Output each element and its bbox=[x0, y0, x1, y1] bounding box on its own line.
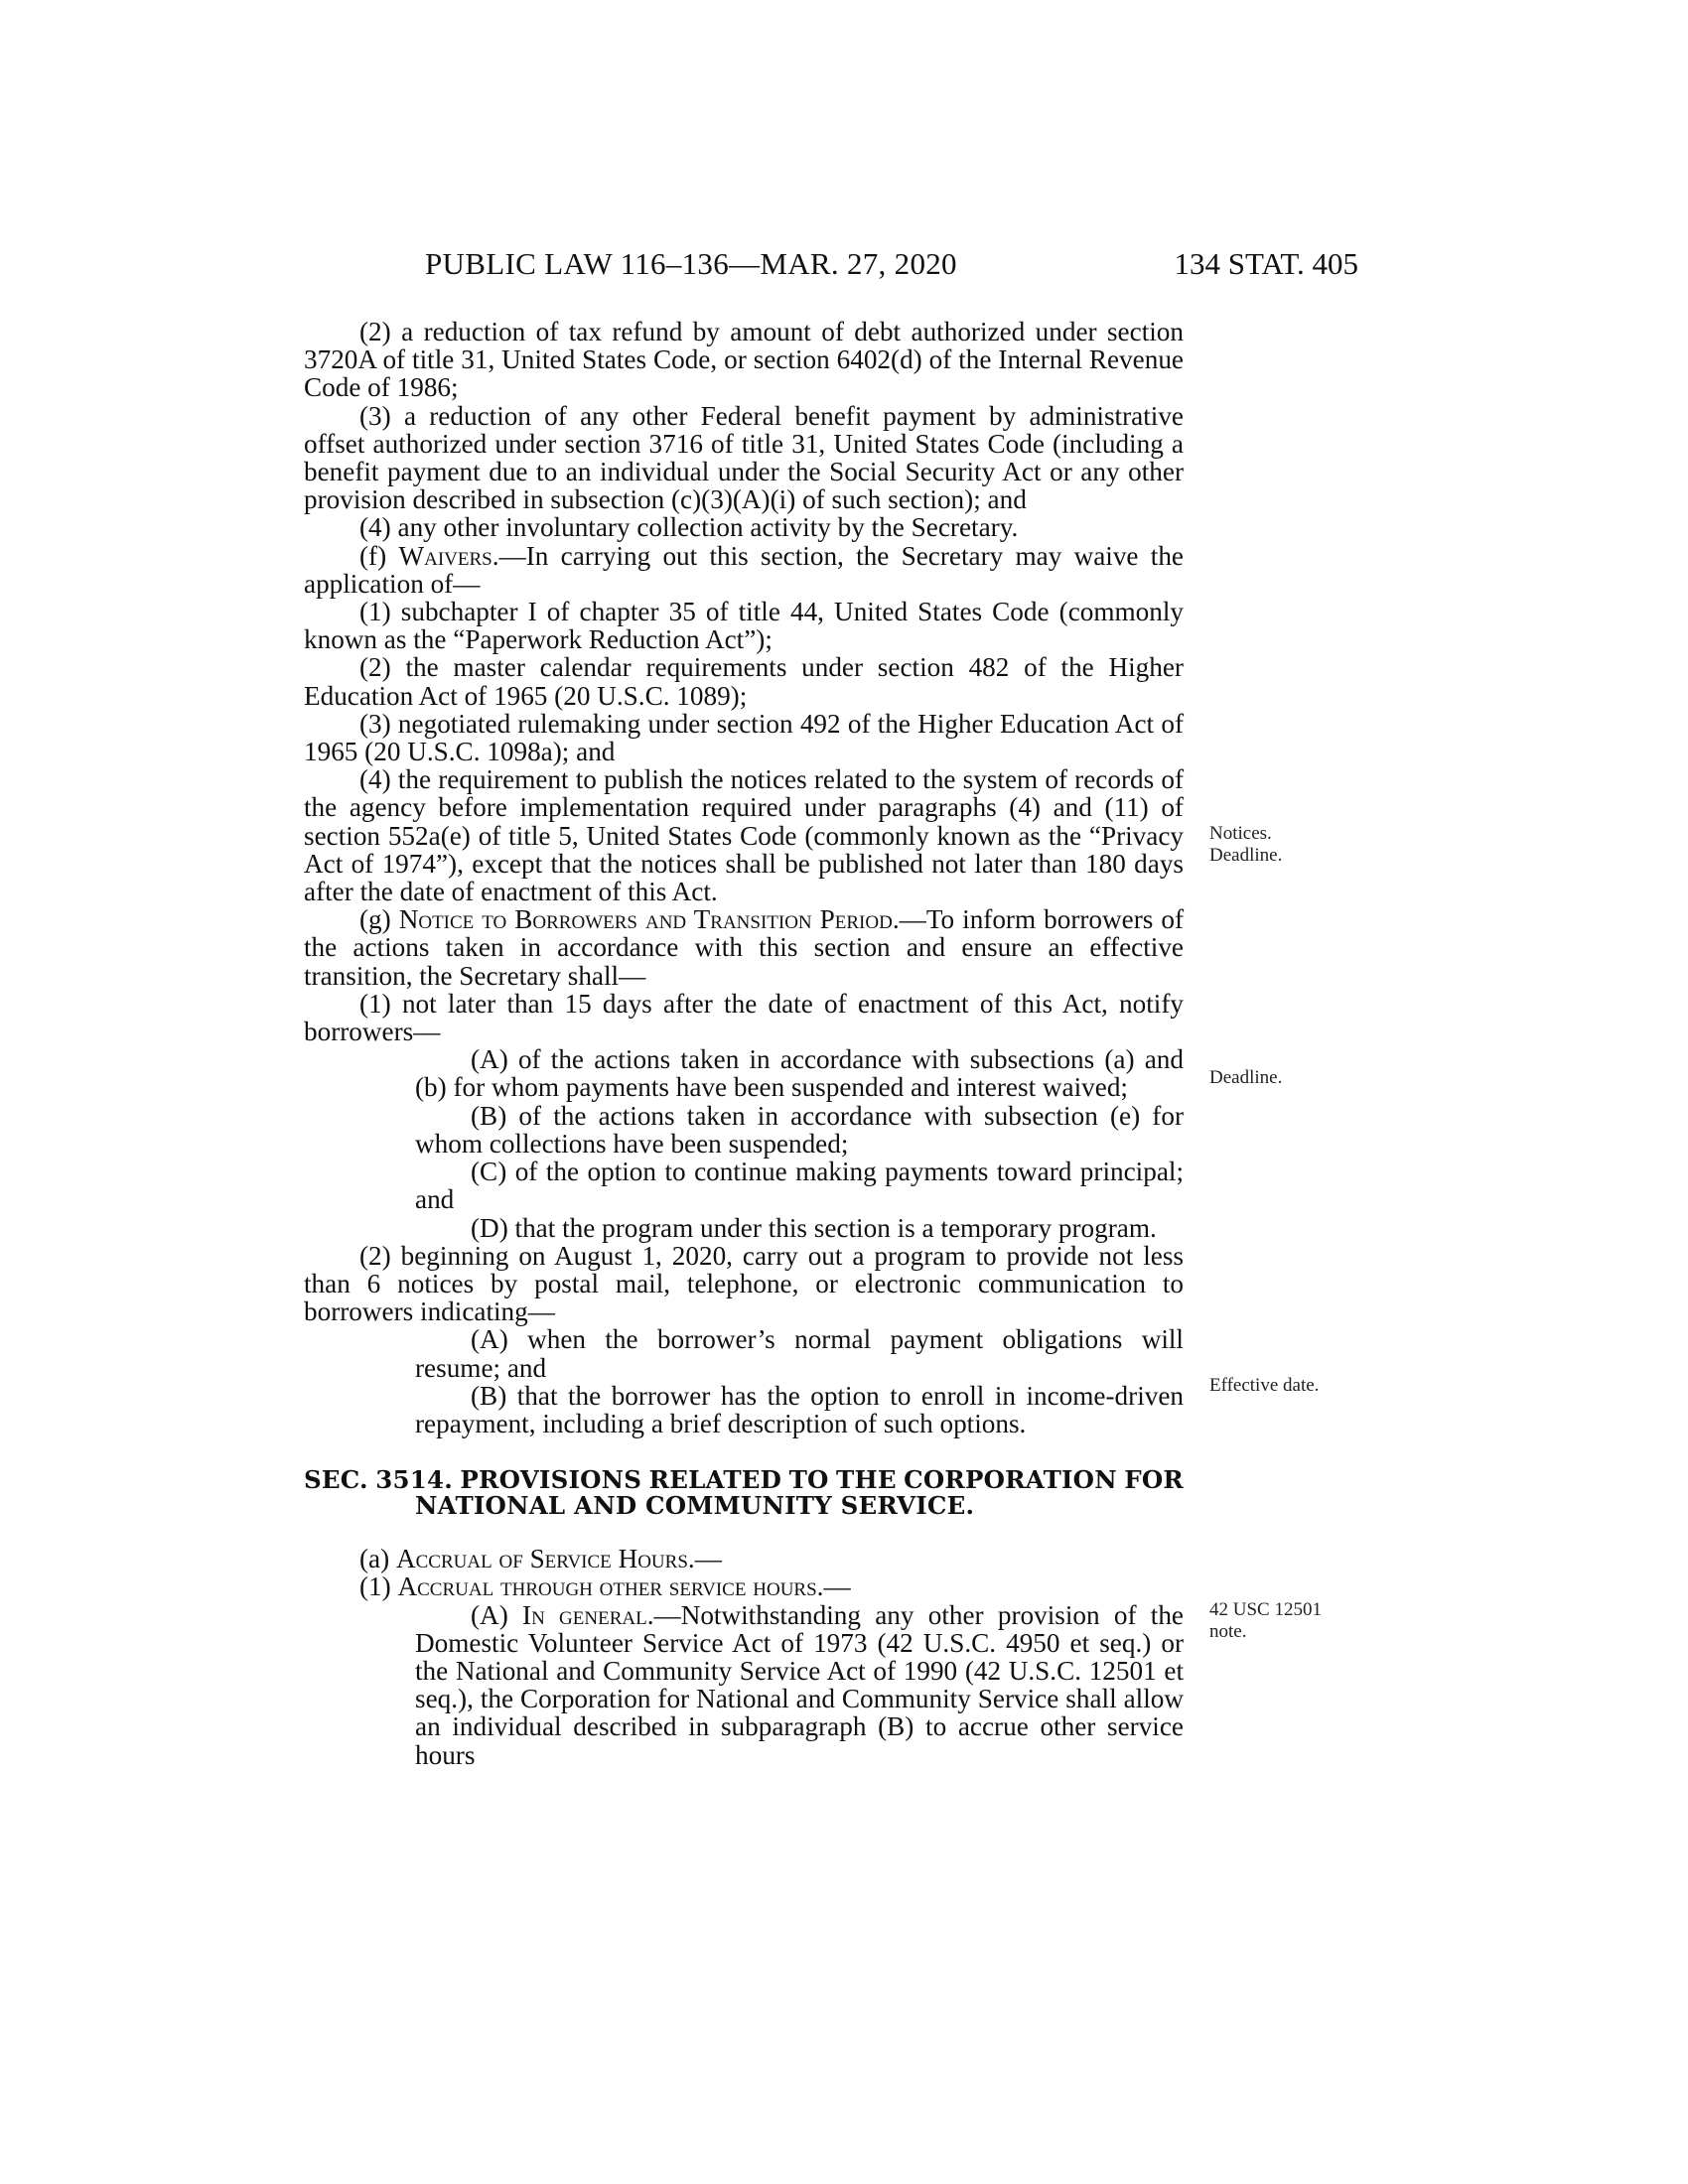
paragraph-f2: (2) the master calendar requirements under section 482 of the Higher Education Act of 1965 (20 U.S.C. 1089); bbox=[304, 652, 1184, 711]
margin-note-notices: Notices. bbox=[1209, 823, 1272, 844]
paragraph-g1: (1) not later than 15 days after the date of enactment of this Act, notify borrowers— bbox=[304, 988, 1184, 1047]
subparagraph-g1A: (A) of the actions taken in accordance with subsections (a) and (b) for whom payments have been suspended and interest waived; bbox=[415, 1044, 1184, 1103]
margin-note-usc-note: note. bbox=[1209, 1621, 1247, 1642]
subsection-f-text: —In carrying out this section, the Secretary may waive the application of— bbox=[304, 540, 1184, 599]
sec-word: CORPORATION bbox=[904, 1465, 1117, 1495]
subsection-g-text: —To inform borrowers of the actions taken in accordance with this section and ensure an effective transition, the Secretary shall— bbox=[304, 904, 1185, 991]
section-heading bbox=[304, 1467, 1184, 1519]
subsection-f-heading: Waivers. bbox=[398, 540, 499, 571]
paragraph-a1-prefix: (1) bbox=[359, 1571, 398, 1602]
margin-note-deadline: Deadline. bbox=[1209, 845, 1283, 866]
paragraph-a1-heading: Accrual through other service hours. bbox=[397, 1571, 824, 1602]
paragraph-e3: (3) a reduction of any other Federal benefit payment by administrative offset authorized under section 3716 of title 31, United States Code (including a benefit payment due to an individual under the Social Security Act or any other provision described in subsection (c)(3)(A)(i) of such section); and bbox=[304, 400, 1184, 515]
sec-word: 3514. bbox=[375, 1465, 453, 1495]
subsection-a bbox=[304, 1545, 1184, 1572]
paragraph-a1 bbox=[304, 1572, 1184, 1600]
sec-word: PROVISIONS bbox=[460, 1465, 642, 1495]
public-law-title: PUBLIC LAW 116–136—MAR. 27, 2020 bbox=[425, 246, 957, 281]
subsection-f-prefix: (f) bbox=[359, 540, 399, 571]
subparagraph-a1A-text: —Notwithstanding any other provision of the Domestic Volunteer Service Act of 1973 (42 U.S.C. 4950 et seq.) or the National and Community Service Act of 1990 (42 U.S.C. 12501 et seq.), the Corporation for National and Community Service shall allow an individual described in subparagraph (B) to accrue other service hours bbox=[415, 1599, 1184, 1770]
paragraph-f3: (3) negotiated rulemaking under section 492 of the Higher Education Act of 1965 (20 U.S.C. 1098a); and bbox=[304, 708, 1184, 767]
subsection-f bbox=[304, 542, 1184, 598]
paragraph-f1: (1) subchapter I of chapter 35 of title 44, United States Code (commonly known as the “Paperwork Reduction Act”); bbox=[304, 597, 1184, 655]
subparagraph-a1A-heading: In general. bbox=[522, 1599, 654, 1630]
page-header bbox=[425, 246, 1358, 286]
subparagraph-g1B: (B) of the actions taken in accordance with subsection (e) for whom collections have been suspended; bbox=[415, 1100, 1184, 1159]
subparagraph-a1A bbox=[304, 1601, 1184, 1769]
subsection-a-heading: Accrual of Service Hours. bbox=[395, 1544, 695, 1574]
subsection-g-prefix: (g) bbox=[359, 904, 399, 935]
section-heading-line-2: NATIONAL AND COMMUNITY SERVICE. bbox=[415, 1491, 975, 1521]
paragraph-a1-dash: — bbox=[823, 1571, 851, 1602]
subsection-g-heading: Notice to Borrowers and Transition Period. bbox=[398, 904, 900, 935]
margin-note-usc-citation: 42 USC 12501 bbox=[1209, 1599, 1322, 1620]
sec-word: SEC. bbox=[304, 1465, 368, 1495]
subsection-a-prefix: (a) bbox=[359, 1544, 396, 1574]
sec-word: TO bbox=[788, 1465, 829, 1495]
subparagraph-a1A-prefix: (A) bbox=[471, 1599, 523, 1630]
subsection-a-dash: — bbox=[694, 1544, 722, 1574]
statute-page-number: 134 STAT. 405 bbox=[1174, 246, 1358, 281]
paragraph-e2: (2) a reduction of tax refund by amount of debt authorized under section 3720A of title 31, United States Code, or section 6402(d) of the Internal Revenue Code of 1986; bbox=[304, 317, 1184, 403]
margin-note-effective-date: Effective date. bbox=[1209, 1375, 1320, 1396]
sec-word: THE bbox=[836, 1465, 897, 1495]
subparagraph-g1D: (D) that the program under this section is a temporary program. bbox=[471, 1212, 1157, 1243]
subparagraph-g2B: (B) that the borrower has the option to enroll in income-driven repayment, including a brief description of such options. bbox=[415, 1380, 1184, 1438]
subparagraph-g1C: (C) of the option to continue making payments toward principal; and bbox=[415, 1157, 1184, 1215]
paragraph-e4: (4) any other involuntary collection activity by the Secretary. bbox=[359, 512, 1019, 543]
subparagraph-g2A: (A) when the borrower’s normal payment obligations will resume; and bbox=[415, 1324, 1184, 1383]
statute-body bbox=[304, 318, 1184, 1769]
sec-word: RELATED bbox=[648, 1465, 782, 1495]
paragraph-f4: (4) the requirement to publish the notices related to the system of records of the agency before implementation required under paragraphs (4) and (11) of section 552a(e) of title 5, United States Code (commonly known as the “Privacy Act of 1974”), except that the notices shall be published not later than 180 days after the date of enactment of this Act. bbox=[304, 764, 1184, 907]
sec-word: FOR bbox=[1124, 1465, 1184, 1495]
section-heading-line-1 bbox=[304, 1467, 1184, 1493]
margin-note-deadline: Deadline. bbox=[1209, 1067, 1283, 1088]
subsection-g bbox=[304, 905, 1184, 990]
paragraph-g2: (2) beginning on August 1, 2020, carry out a program to provide not less than 6 notices by postal mail, telephone, or electronic communication to borrowers indicating— bbox=[304, 1240, 1184, 1327]
